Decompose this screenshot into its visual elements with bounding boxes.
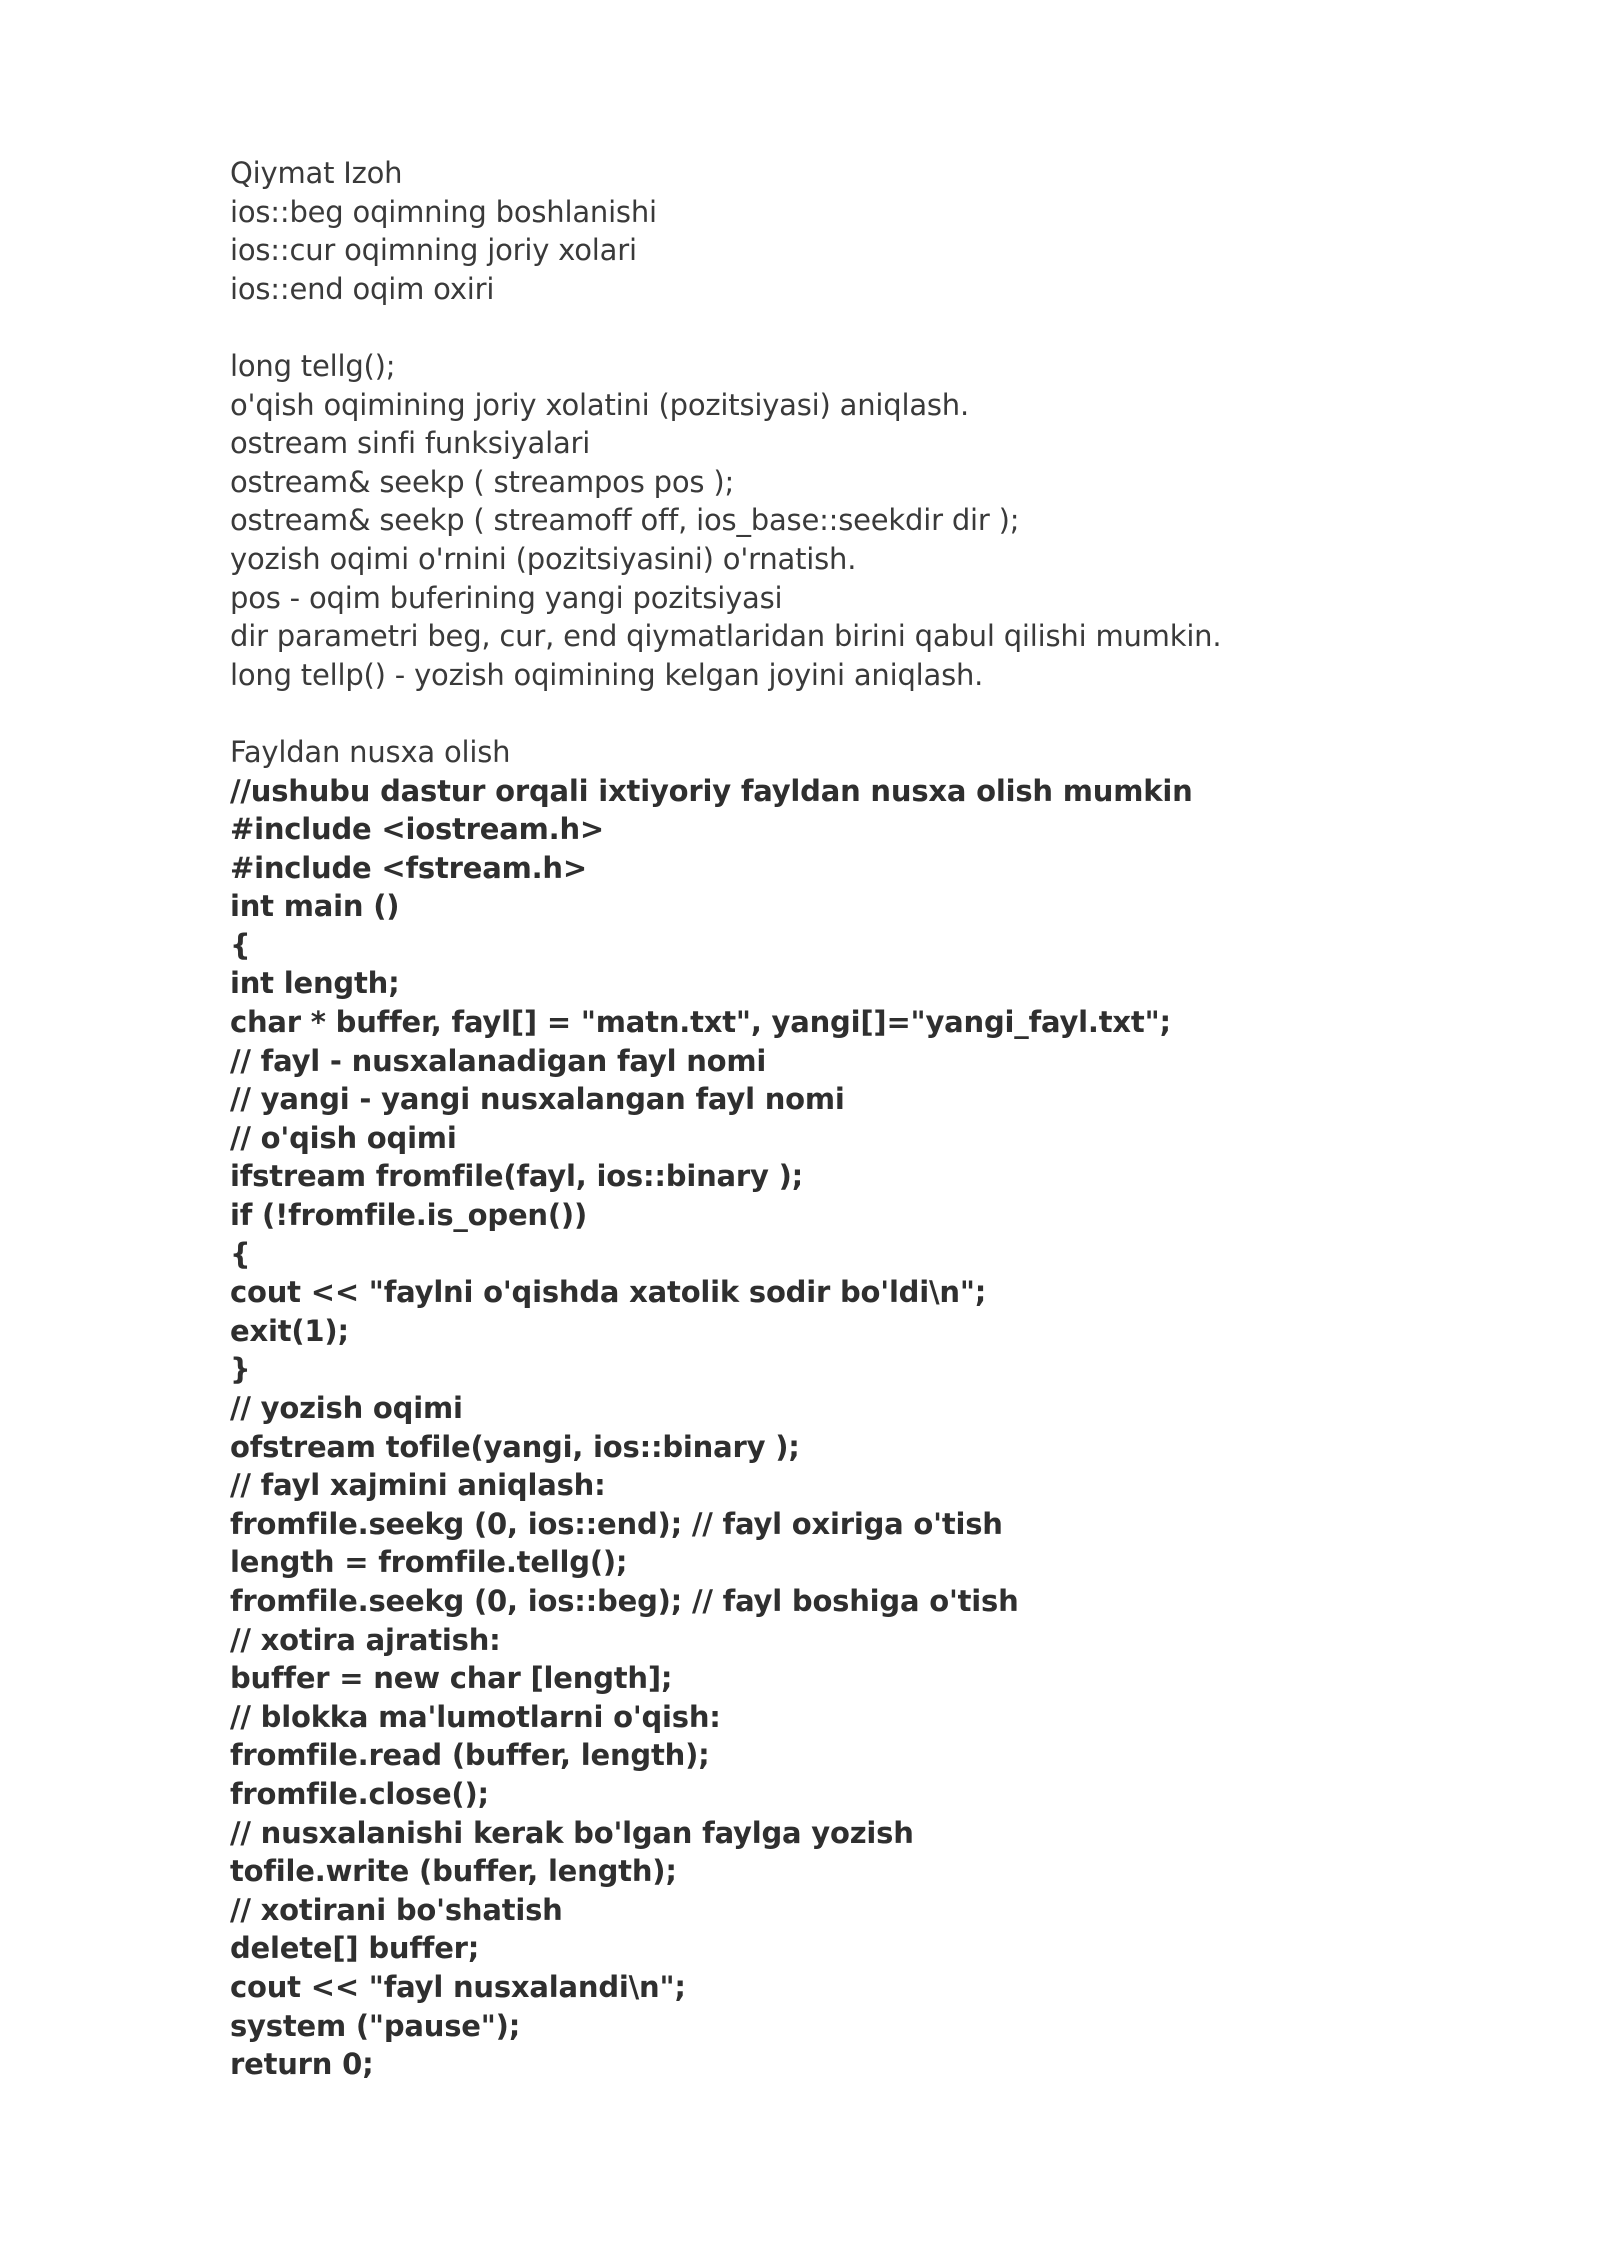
code-line: // yangi - yangi nusxalangan fayl nomi [230, 1082, 845, 1117]
code-line: cout << "faylni o'qishda xatolik sodir bo'ldi\n"; [230, 1275, 987, 1310]
code-line: // yozish oqimi [230, 1391, 463, 1425]
code-line: return 0; [230, 2047, 374, 2082]
text-line: o'qish oqimining joriy xolatini (pozitsiyasi) aniqlash. [230, 387, 969, 422]
paragraph-gap [230, 308, 1480, 347]
code-line: ofstream tofile(yangi, ios::binary ); [230, 1429, 800, 1464]
code-line: fromfile.seekg (0, ios::end); // fayl oxiriga o'tish [230, 1506, 1003, 1541]
code-line: fromfile.seekg (0, ios::beg); // fayl boshiga o'tish [230, 1583, 1019, 1618]
code-line: #include <fstream.h> [230, 850, 587, 885]
code-line: { [230, 1236, 251, 1271]
code-line: exit(1); [230, 1313, 349, 1348]
code-line: length = fromfile.tellg(); [230, 1545, 628, 1580]
code-line: int main () [230, 889, 400, 924]
code-line: buffer = new char [length]; [230, 1661, 673, 1696]
text-line: ostream sinfi funksiyalari [230, 426, 591, 461]
code-line: char * buffer, fayl[] = "matn.txt", yangi[]="yangi_fayl.txt"; [230, 1005, 1171, 1040]
text-line: ostream& seekp ( streampos pos ); [230, 464, 735, 499]
code-line: if (!fromfile.is_open()) [230, 1198, 588, 1233]
text-line: long tellg(); [230, 348, 396, 383]
code-line: int length; [230, 966, 400, 1001]
code-line: system ("pause"); [230, 2008, 521, 2043]
code-block [230, 772, 1480, 2084]
text-line: ios::beg oqimning boshlanishi [230, 194, 657, 229]
code-line: ifstream fromfile(fayl, ios::binary ); [230, 1159, 804, 1194]
code-line: // xotira ajratish: [230, 1622, 501, 1657]
code-line: // nusxalanishi kerak bo'lgan faylga yozish [230, 1815, 914, 1850]
code-line: // xotirani bo'shatish [230, 1892, 563, 1927]
code-line: } [230, 1352, 251, 1387]
code-line: { [230, 927, 251, 962]
code-line: fromfile.close(); [230, 1776, 489, 1811]
code-line: //ushubu dastur orqali ixtiyoriy fayldan nusxa olish mumkin [230, 773, 1193, 808]
code-line: tofile.write (buffer, length); [230, 1854, 677, 1889]
document-page [230, 154, 1480, 2084]
code-line: fromfile.read (buffer, length); [230, 1738, 710, 1773]
text-line: ios::cur oqimning joriy xolari [230, 233, 637, 268]
text-line: long tellp() - yozish oqimining kelgan joyini aniqlash. [230, 657, 984, 692]
code-line: // fayl xajmini aniqlash: [230, 1468, 606, 1503]
paragraph-gap [230, 694, 1480, 733]
code-line: // fayl - nusxalanadigan fayl nomi [230, 1043, 767, 1078]
code-line: delete[] buffer; [230, 1931, 480, 1966]
text-line: dir parametri beg, cur, end qiymatlaridan birini qabul qilishi mumkin. [230, 619, 1222, 654]
code-line: // o'qish oqimi [230, 1120, 457, 1155]
text-line: ostream& seekp ( streamoff off, ios_base::seekdir dir ); [230, 503, 1020, 538]
code-line: cout << "fayl nusxalandi\n"; [230, 1969, 686, 2004]
text-line: pos - oqim buferining yangi pozitsiyasi [230, 580, 783, 615]
text-line: ios::end oqim oxiri [230, 271, 495, 306]
code-line: // blokka ma'lumotlarni o'qish: [230, 1699, 721, 1734]
table-header: Qiymat Izoh [230, 156, 403, 190]
section-heading: Fayldan nusxa olish [230, 734, 511, 769]
text-line: yozish oqimi o'rnini (pozitsiyasini) o'rnatish. [230, 541, 857, 576]
code-line: #include <iostream.h> [230, 812, 604, 847]
